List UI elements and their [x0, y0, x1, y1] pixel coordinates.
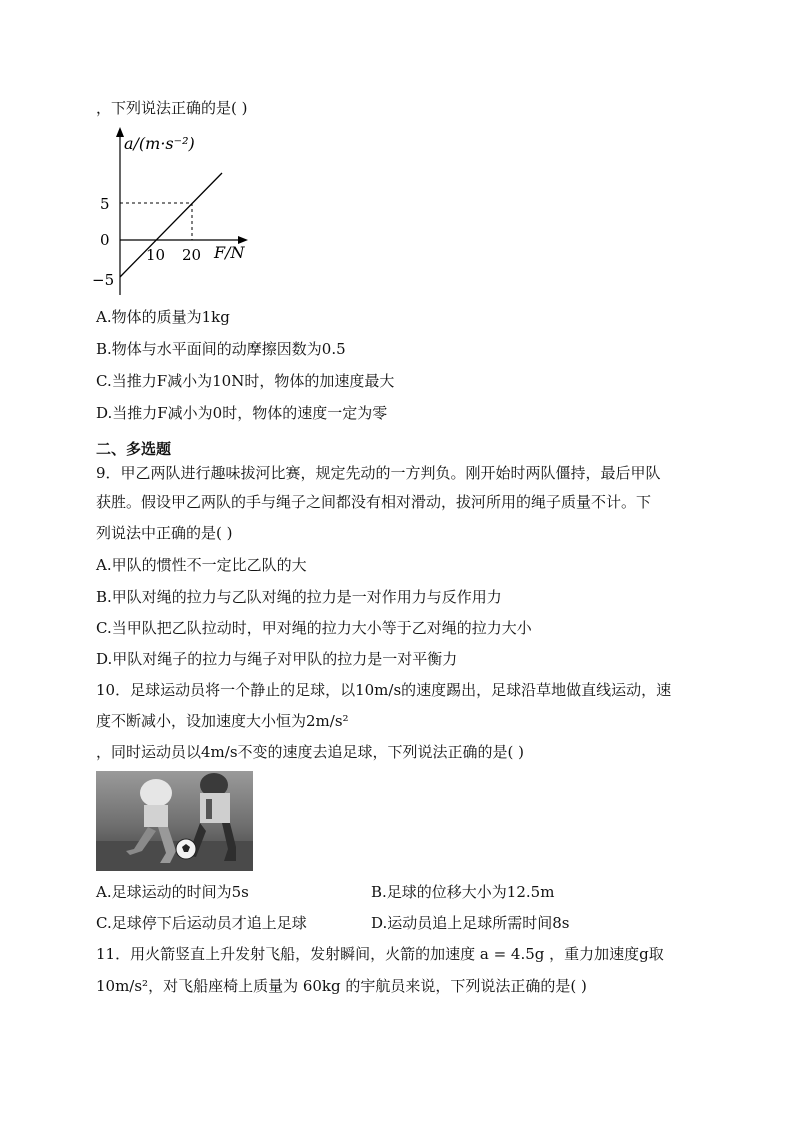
q8-option-b: B.物体与水平面间的动摩擦因数为0.5: [96, 340, 346, 358]
section-title-multiple-choice: 二、多选题: [96, 440, 172, 458]
q8-stem-end: ，下列说法正确的是( ): [96, 99, 248, 117]
q10-option-d: D.运动员追上足球所需时间8s: [371, 914, 570, 932]
q10-option-c: C.足球停下后运动员才追上足球: [96, 914, 307, 932]
x-tick-10: 10: [146, 246, 166, 264]
q10-option-a: A.足球运动的时间为5s: [96, 883, 249, 901]
q8-option-d: D.当推力F减小为0时，物体的速度一定为零: [96, 404, 388, 422]
y-tick-minus5: −5: [92, 271, 115, 289]
q9-option-d: D.甲队对绳子的拉力与绳子对甲队的拉力是一对平衡力: [96, 650, 458, 668]
q11-stem-line-2: 10m/s²，对飞船座椅上质量为 60kg 的宇航员来说，下列说法正确的是( ): [96, 977, 587, 995]
q8-option-c: C.当推力F减小为10N时，物体的加速度最大: [96, 372, 395, 390]
q11-stem-line-1: 11．用火箭竖直上升发射飞船，发射瞬间，火箭的加速度 a = 4.5g ，重力加速度g取: [96, 945, 664, 963]
q10-stem-line-1: 10．足球运动员将一个静止的足球，以10m/s的速度踢出，足球沿草地做直线运动，速: [96, 681, 672, 699]
soccer-players-photo: [96, 771, 253, 871]
y-tick-0: 0: [100, 231, 110, 249]
q10-stem-line-2: 度不断减小，设加速度大小恒为2m/s²: [96, 712, 349, 730]
q10-stem-line-3: ，同时运动员以4m/s不变的速度去追足球，下列说法正确的是( ): [96, 743, 524, 761]
acceleration-force-graph: [92, 125, 260, 295]
x-axis-label: F/N: [214, 243, 245, 262]
q9-stem-line-3: 列说法中正确的是( ): [96, 524, 233, 542]
y-axis-label: a/(m·s⁻²): [124, 134, 195, 153]
y-tick-5: 5: [100, 195, 110, 213]
q10-option-b: B.足球的位移大小为12.5m: [371, 883, 555, 901]
y-axis-arrow: [116, 127, 124, 137]
q9-option-a: A.甲队的惯性不一定比乙队的大: [96, 556, 307, 574]
soccer-photo-illustration: [96, 771, 253, 871]
q9-option-c: C.当甲队把乙队拉动时，甲对绳的拉力大小等于乙对绳的拉力大小: [96, 619, 532, 637]
q9-option-b: B.甲队对绳的拉力与乙队对绳的拉力是一对作用力与反作用力: [96, 588, 502, 606]
q8-option-a: A.物体的质量为1kg: [96, 308, 230, 326]
data-line: [120, 173, 222, 277]
q9-stem-line-1: 9．甲乙两队进行趣味拔河比赛，规定先动的一方判负。刚开始时两队僵持，最后甲队: [96, 464, 661, 482]
q9-stem-line-2: 获胜。假设甲乙两队的手与绳子之间都没有相对滑动，拔河所用的绳子质量不计。下: [96, 493, 652, 511]
x-tick-20: 20: [182, 246, 202, 264]
